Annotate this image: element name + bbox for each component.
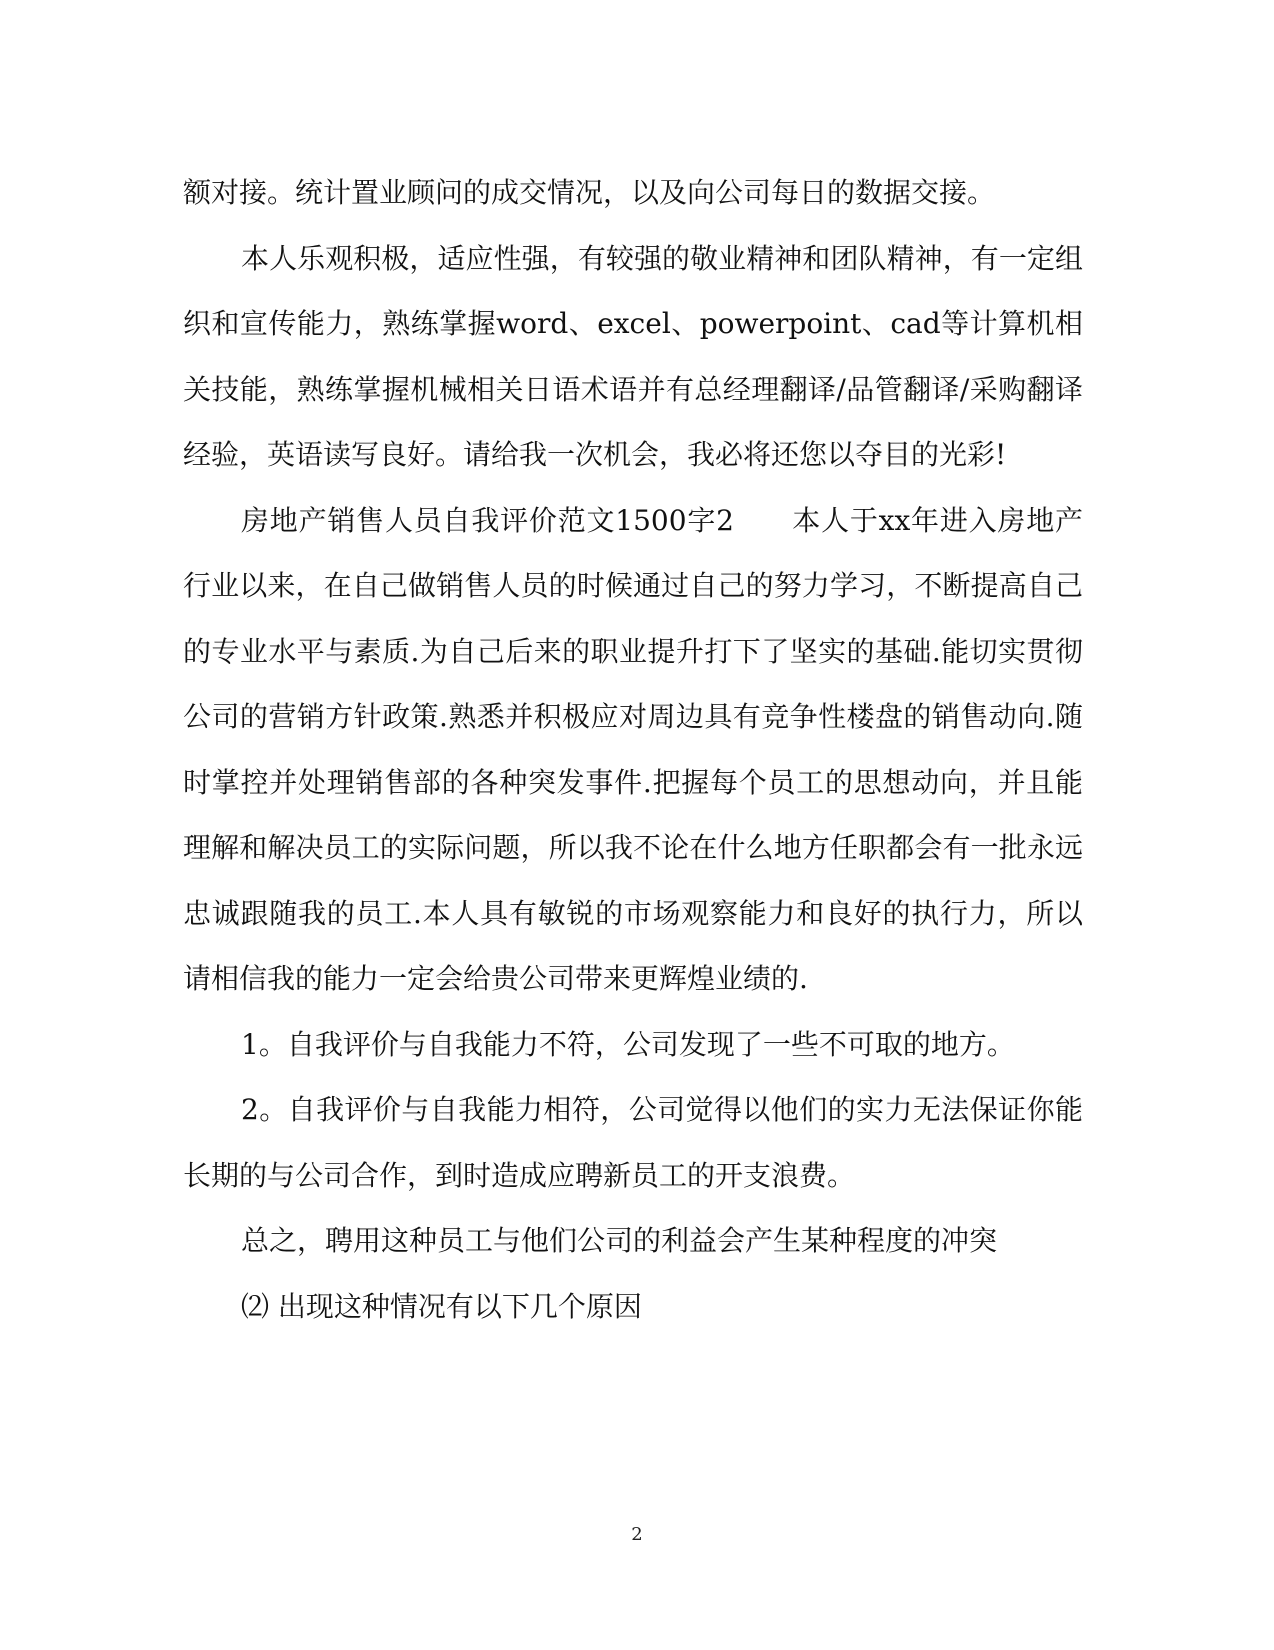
paragraph-point-2: 2。自我评价与自我能力相符，公司觉得以他们的实力无法保证你能长期的与公司合作，到时造成应聘新员工的开支浪费。	[183, 1093, 1083, 1192]
page-number: 2	[631, 1524, 643, 1545]
paragraph-conclusion: 总之，聘用这种员工与他们公司的利益会产生某种程度的冲突	[241, 1224, 998, 1257]
document-body	[183, 160, 1083, 1339]
paragraph-point-1: 1。自我评价与自我能力不符，公司发现了一些不可取的地方。	[241, 1027, 1015, 1061]
paragraph-continuation: 额对接。统计置业顾问的成交情况，以及向公司每日的数据交接。	[183, 176, 996, 209]
paragraph-reasons-heading: ⑵ 出现这种情况有以下几个原因	[241, 1289, 642, 1323]
paragraph-self-summary: 本人乐观积极，适应性强，有较强的敬业精神和团队精神，有一定组织和宣传能力，熟练掌握word、excel、powerpoint、cad等计算机相关技能，熟练掌握机械相关日语术语并有总经理翻译/品管翻译/采购翻译经验，英语读写良好。请给我一次机会，我必将还您以夺目的光彩!	[183, 241, 1083, 471]
paragraph-sample-2: 房地产销售人员自我评价范文1500字2 本人于xx年进入房地产行业以来，在自己做销售人员的时候通过自己的努力学习，不断提高自己的专业水平与素质.为自己后来的职业提升打下了坚实的基础.能切实贯彻公司的营销方针政策.熟悉并积极应对周边具有竞争性楼盘的销售动向.随时掌控并处理销售部的各种突发事件.把握每个员工的思想动向，并且能理解和解决员工的实际问题，所以我不论在什么地方任职都会有一批永远忠诚跟随我的员工.本人具有敏锐的市场观察能力和良好的执行力，所以请相信我的能力一定会给贵公司带来更辉煌业绩的.	[183, 503, 1083, 995]
